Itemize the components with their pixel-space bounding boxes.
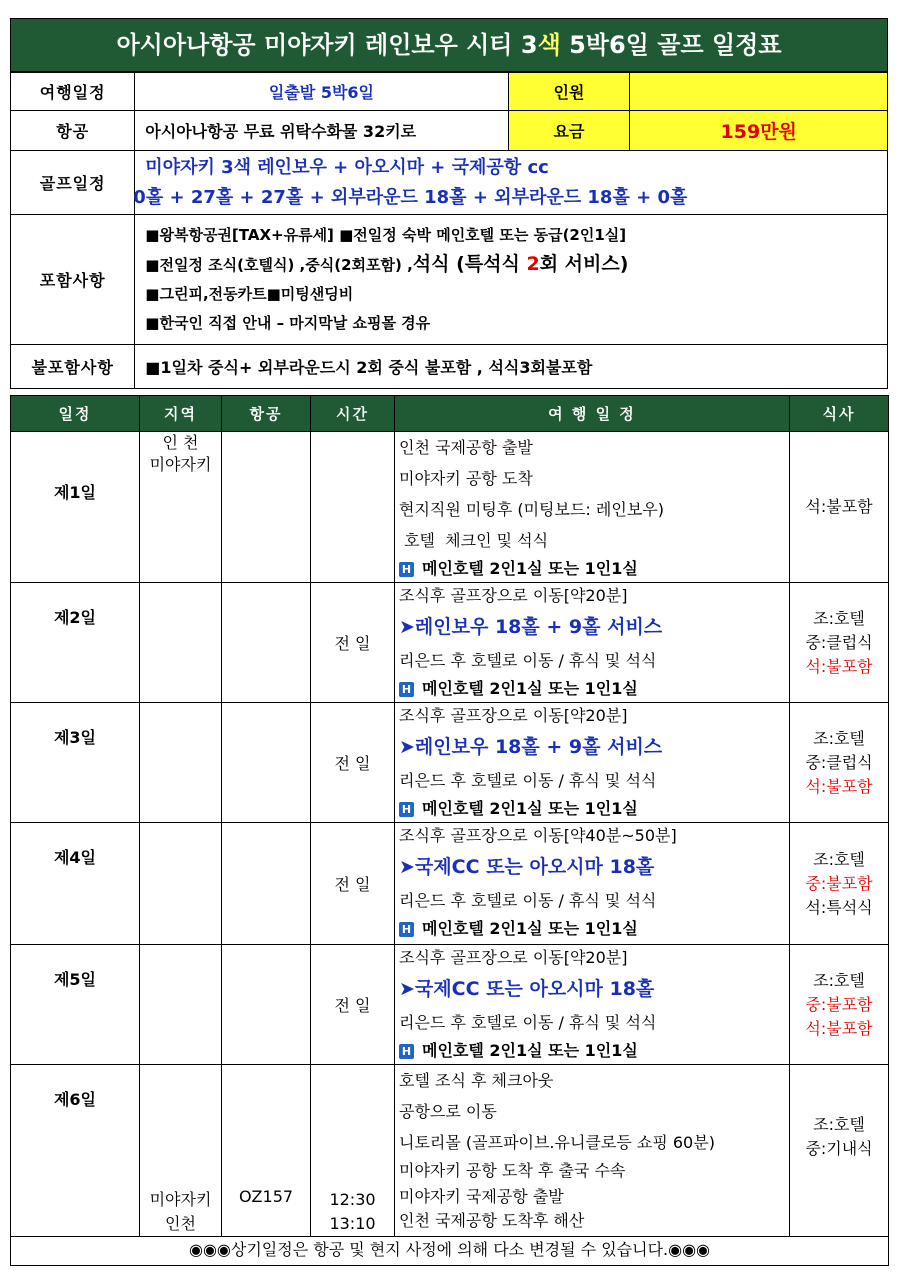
time-cell: 전 일 xyxy=(311,823,395,945)
includes-list xyxy=(135,215,888,345)
day-label xyxy=(11,823,140,945)
schedule-line: 인천 국제공항 도착후 해산 xyxy=(399,1211,585,1230)
arrow-right-icon: ➤ xyxy=(399,736,415,758)
table-row xyxy=(11,823,889,945)
flight-cell xyxy=(222,703,311,823)
people-label: 인원 xyxy=(508,73,630,111)
schedule-line: 미야자키 공항 도착 xyxy=(399,469,533,488)
hotel-line xyxy=(395,676,789,702)
hotel-text: 메인호텔 2인1실 또는 1인1실 xyxy=(422,559,638,578)
day-text: 제3일 xyxy=(53,728,97,747)
title-highlight: 색 xyxy=(537,31,561,59)
header-time: 시간 xyxy=(311,396,395,432)
region-cell xyxy=(140,432,222,583)
header-flight: 항공 xyxy=(222,396,311,432)
day-text: 제2일 xyxy=(53,608,97,627)
table-row xyxy=(11,1065,889,1237)
includes-text: ■전일정 조식(호텔식) ,중식(2회포함) , xyxy=(145,256,413,274)
schedule-value: 일출발 5박6일 xyxy=(135,73,508,111)
hotel-line xyxy=(395,796,789,822)
golf-line-courses: 미야자키 3색 레인보우 + 아오시마 + 국제공항 cc xyxy=(145,156,549,178)
day-label xyxy=(11,945,140,1065)
golf-text: 레인보우 18홀 + 9홀 서비스 xyxy=(414,616,663,638)
hotel-text: 메인호텔 2인1실 또는 1인1실 xyxy=(422,679,638,698)
golf-label: 골프일정 xyxy=(11,151,135,215)
schedule-line: 조식후 골프장으로 이동[약20분] xyxy=(399,948,628,967)
meal-text: 석:불포함 xyxy=(805,1018,873,1038)
arrow-right-icon: ➤ xyxy=(399,856,415,878)
page-title xyxy=(10,18,888,72)
table-row xyxy=(11,703,889,823)
meal-text: 석:불포함 xyxy=(805,776,873,796)
time-cell: 전 일 xyxy=(311,945,395,1065)
schedule-line: 조식후 골프장으로 이동[약20분] xyxy=(399,586,628,605)
includes-line xyxy=(145,250,887,280)
people-value xyxy=(630,73,888,111)
schedule-line: 공항으로 이동 xyxy=(399,1102,497,1121)
schedule-line: 미야자키 공항 도착 후 출국 수속 xyxy=(399,1161,626,1180)
golf-text: 국제CC 또는 아오시마 18홀 xyxy=(414,856,655,878)
meal-text: 조:호텔 xyxy=(813,1115,865,1134)
schedule-cell xyxy=(395,1065,790,1237)
golf-line xyxy=(395,849,789,885)
region-text: 인천 xyxy=(165,1214,196,1233)
meal-cell xyxy=(790,703,889,823)
schedule-cell xyxy=(395,823,790,945)
meal-cell xyxy=(790,945,889,1065)
schedule-line: 리은드 후 호텔로 이동 / 휴식 및 석식 xyxy=(399,891,657,910)
region-cell xyxy=(140,583,222,703)
time-cell xyxy=(311,432,395,583)
hotel-h-icon: H xyxy=(399,562,414,577)
footer-row xyxy=(11,1237,889,1266)
day-label xyxy=(11,1065,140,1237)
flight-cell: OZ157 xyxy=(222,1065,311,1237)
time-cell: 전 일 xyxy=(311,583,395,703)
schedule-line: 현지직원 미팅후 (미팅보드: 레인보우) xyxy=(399,500,664,519)
meal-text: 중:기내식 xyxy=(805,1139,873,1158)
golf-text: 레인보우 18홀 + 9홀 서비스 xyxy=(414,736,663,758)
schedule-cell xyxy=(395,583,790,703)
includes-line: ■왕복항공권[TAX+유류세] ■전일정 숙박 메인호텔 또는 동급(2인1실] xyxy=(145,226,627,244)
hotel-h-icon: H xyxy=(399,922,414,937)
day-text: 제4일 xyxy=(53,848,97,867)
header-region: 지역 xyxy=(140,396,222,432)
golf-line xyxy=(395,729,789,765)
meal-text: 석:불포함 xyxy=(805,497,873,516)
meal-text: 조:호텔 xyxy=(813,608,865,628)
meal-text: 중:불포함 xyxy=(805,994,873,1014)
schedule-line: 리은드 후 호텔로 이동 / 휴식 및 석식 xyxy=(399,1013,657,1032)
excludes-label: 불포함사항 xyxy=(11,345,135,389)
hotel-h-icon: H xyxy=(399,802,414,817)
day-text: 제5일 xyxy=(53,970,97,989)
region-cell xyxy=(140,823,222,945)
table-row xyxy=(11,432,889,583)
excludes-value: ■1일차 중식+ 외부라운드시 2회 중식 불포함 , 석식3회불포함 xyxy=(135,345,888,389)
meal-cell xyxy=(790,823,889,945)
title-text: 아시아나항공 미야자키 레인보우 시티 3 xyxy=(116,31,538,59)
table-row xyxy=(11,945,889,1065)
meal-text: 조:호텔 xyxy=(813,728,865,748)
schedule-cell xyxy=(395,703,790,823)
schedule-line: 리은드 후 호텔로 이동 / 휴식 및 석식 xyxy=(399,651,657,670)
hotel-text: 메인호텔 2인1실 또는 1인1실 xyxy=(422,799,638,818)
table-row xyxy=(11,583,889,703)
golf-schedule xyxy=(135,151,888,215)
meal-text: 석:특석식 xyxy=(805,897,873,917)
hotel-text: 메인호텔 2인1실 또는 1인1실 xyxy=(422,919,638,938)
meal-cell xyxy=(790,1065,889,1237)
day-text: 제1일 xyxy=(53,483,97,502)
hotel-line xyxy=(395,916,789,942)
includes-line: ■한국인 직접 안내 – 마지막날 쇼핑몰 경유 xyxy=(145,314,431,332)
airline-label: 항공 xyxy=(11,111,135,151)
schedule-label: 여행일정 xyxy=(11,73,135,111)
includes-line: ■그린피,전동카트■미팅샌딩비 xyxy=(145,285,354,303)
header-meal: 식사 xyxy=(790,396,889,432)
schedule-cell xyxy=(395,432,790,583)
header-schedule: 여 행 일 정 xyxy=(395,396,790,432)
day-label xyxy=(11,703,140,823)
flight-cell xyxy=(222,583,311,703)
header-day: 일정 xyxy=(11,396,140,432)
region-text: 인 천 xyxy=(162,433,199,452)
region-text: 미야자키 xyxy=(149,1190,212,1209)
hotel-line xyxy=(395,556,789,582)
day-label xyxy=(11,583,140,703)
schedule-line: 미야자키 국제공항 출발 xyxy=(399,1187,564,1206)
meal-text: 중:불포함 xyxy=(805,873,873,893)
hotel-h-icon: H xyxy=(399,682,414,697)
golf-text: 국제CC 또는 아오시마 18홀 xyxy=(414,978,655,1000)
includes-text-large: 회 서비스) xyxy=(539,253,629,275)
summary-table xyxy=(10,72,888,389)
includes-label: 포함사항 xyxy=(11,215,135,345)
day-text: 제6일 xyxy=(53,1090,97,1109)
arrow-right-icon: ➤ xyxy=(399,616,415,638)
golf-line xyxy=(395,971,789,1007)
schedule-line: 호텔 조식 후 체크아웃 xyxy=(399,1071,554,1090)
day-label xyxy=(11,432,140,583)
price-label: 요금 xyxy=(508,111,630,151)
meal-text: 조:호텔 xyxy=(813,970,865,990)
time-text: 13:10 xyxy=(329,1214,376,1233)
flight-cell xyxy=(222,432,311,583)
time-cell xyxy=(311,1065,395,1237)
region-text: 미야자키 xyxy=(149,455,212,474)
schedule-line: 리은드 후 호텔로 이동 / 휴식 및 석식 xyxy=(399,771,657,790)
meal-text: 조:호텔 xyxy=(813,849,865,869)
schedule-line: 호텔 체크인 및 석식 xyxy=(399,531,549,550)
meal-text: 석:불포함 xyxy=(805,656,873,676)
airline-value: 아시아나항공 무료 위탁수화물 32키로 xyxy=(135,111,508,151)
schedule-line: 조식후 골프장으로 이동[약20분] xyxy=(399,706,628,725)
arrow-right-icon: ➤ xyxy=(399,978,415,1000)
schedule-line: 조식후 골프장으로 이동[약40분~50분] xyxy=(399,826,677,845)
meal-text: 중:클럽식 xyxy=(805,632,873,652)
meal-cell xyxy=(790,432,889,583)
includes-text-large: 석식 (특석식 xyxy=(412,253,527,275)
flight-cell xyxy=(222,945,311,1065)
schedule-cell xyxy=(395,945,790,1065)
region-cell xyxy=(140,945,222,1065)
footer-note: ◉◉◉상기일정은 항공 및 현지 사정에 의해 다소 변경될 수 있습니다.◉◉◉ xyxy=(11,1237,889,1266)
time-text: 12:30 xyxy=(329,1190,376,1209)
meal-cell xyxy=(790,583,889,703)
time-cell: 전 일 xyxy=(311,703,395,823)
meal-text: 중:클럽식 xyxy=(805,752,873,772)
title-text-end: 5박6일 골프 일정표 xyxy=(560,31,782,59)
golf-line-holes: 0홀 + 27홀 + 27홀 + 외부라운드 18홀 + 외부라운드 18홀 + 0홀 xyxy=(133,186,688,208)
golf-line xyxy=(395,609,789,645)
schedule-line: 인천 국제공항 출발 xyxy=(399,438,533,457)
schedule-line: 니토리몰 (골프파이브.유니클로등 쇼핑 60분) xyxy=(399,1133,715,1152)
hotel-text: 메인호텔 2인1실 또는 1인1실 xyxy=(422,1041,638,1060)
region-cell xyxy=(140,703,222,823)
flight-cell xyxy=(222,823,311,945)
hotel-line xyxy=(395,1038,789,1064)
price-value: 159만원 xyxy=(630,111,888,151)
itinerary-table xyxy=(10,395,889,1266)
region-cell xyxy=(140,1065,222,1237)
hotel-h-icon: H xyxy=(399,1044,414,1059)
includes-text-red: 2 xyxy=(526,253,540,275)
